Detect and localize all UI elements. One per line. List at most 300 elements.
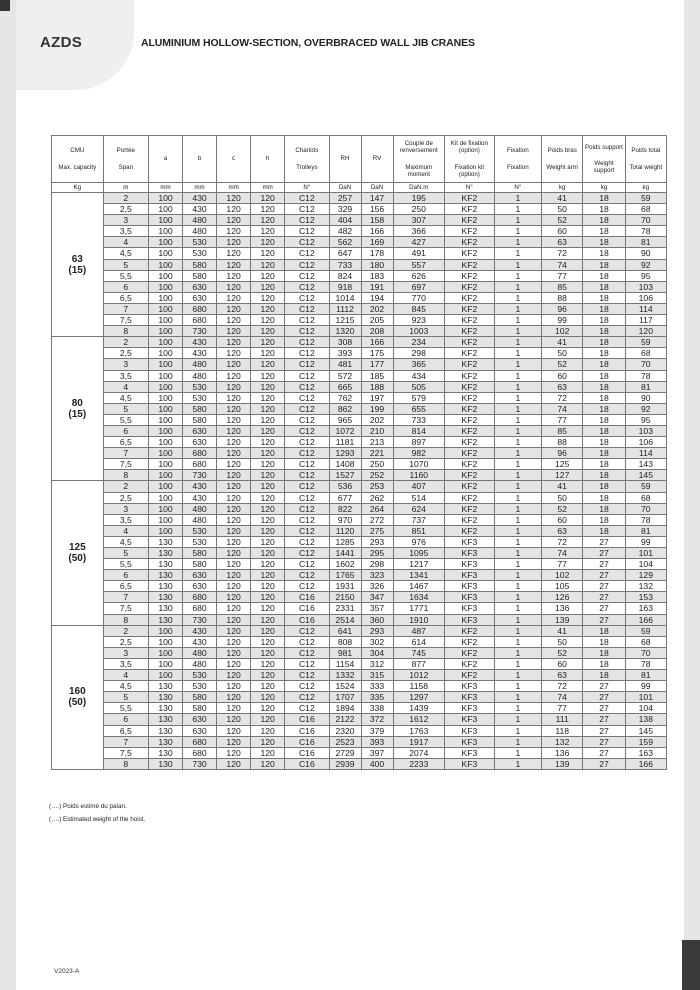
table-cell: 808 — [329, 636, 361, 647]
table-cell: 120 — [251, 459, 285, 470]
table-cell: 81 — [625, 381, 666, 392]
table-cell: 120 — [251, 326, 285, 337]
table-cell: 18 — [583, 248, 625, 259]
column-unit: m — [103, 183, 148, 193]
table-cell: 120 — [217, 514, 251, 525]
column-header — [393, 136, 445, 183]
table-row — [52, 448, 667, 459]
column-header-fr: Chariots — [295, 147, 319, 155]
table-cell: 120 — [251, 670, 285, 681]
table-cell: 120 — [217, 647, 251, 658]
table-row — [52, 403, 667, 414]
table-cell: 1 — [494, 703, 541, 714]
table-cell: 120 — [217, 703, 251, 714]
table-cell: 580 — [183, 259, 217, 270]
table-cell: 1 — [494, 370, 541, 381]
table-cell: C12 — [285, 237, 329, 248]
table-row — [52, 481, 667, 492]
table-cell: KF2 — [445, 292, 495, 303]
table-cell: 99 — [625, 536, 666, 547]
table-cell: KF3 — [445, 559, 495, 570]
table-cell: 59 — [625, 481, 666, 492]
table-cell: 18 — [583, 470, 625, 481]
table-cell: 1 — [494, 381, 541, 392]
table-cell: 102 — [542, 326, 583, 337]
table-cell: 505 — [393, 381, 445, 392]
table-cell: 95 — [625, 270, 666, 281]
table-cell: 18 — [583, 625, 625, 636]
table-cell: 1320 — [329, 326, 361, 337]
table-cell: C16 — [285, 725, 329, 736]
table-cell: KF2 — [445, 481, 495, 492]
table-cell: 1072 — [329, 425, 361, 436]
table-cell: 733 — [393, 414, 445, 425]
table-cell: 130 — [148, 736, 182, 747]
table-cell: 6 — [103, 714, 148, 725]
table-cell: KF2 — [445, 459, 495, 470]
table-cell: 970 — [329, 514, 361, 525]
table-cell: 120 — [251, 392, 285, 403]
table-cell: 120 — [217, 370, 251, 381]
table-cell: 1634 — [393, 592, 445, 603]
table-cell: 530 — [183, 681, 217, 692]
table-cell: 74 — [542, 259, 583, 270]
table-cell: 487 — [393, 625, 445, 636]
table-cell: KF2 — [445, 348, 495, 359]
table-cell: 1 — [494, 625, 541, 636]
table-cell: 307 — [393, 215, 445, 226]
table-cell: 100 — [148, 204, 182, 215]
table-cell: 118 — [542, 725, 583, 736]
table-cell: 530 — [183, 536, 217, 547]
table-cell: 1158 — [393, 681, 445, 692]
column-unit: mm — [148, 183, 182, 193]
table-row — [52, 193, 667, 204]
table-cell: 120 — [217, 215, 251, 226]
table-cell: KF3 — [445, 581, 495, 592]
table-cell: 335 — [361, 692, 393, 703]
table-cell: 3 — [103, 503, 148, 514]
table-cell: 125 — [542, 459, 583, 470]
table-row — [52, 303, 667, 314]
capacity-cell — [52, 625, 104, 769]
column-header — [583, 136, 625, 183]
table-cell: 130 — [148, 747, 182, 758]
table-cell: 100 — [148, 625, 182, 636]
table-cell: 4 — [103, 381, 148, 392]
table-cell: 120 — [251, 614, 285, 625]
table-cell: 199 — [361, 403, 393, 414]
table-row — [52, 514, 667, 525]
table-cell: 6,5 — [103, 725, 148, 736]
table-cell: 120 — [217, 592, 251, 603]
table-cell: 1524 — [329, 681, 361, 692]
table-cell: C12 — [285, 326, 329, 337]
table-cell: 136 — [542, 603, 583, 614]
table-cell: 100 — [148, 359, 182, 370]
column-unit: kg — [625, 183, 666, 193]
table-cell: KF2 — [445, 359, 495, 370]
table-cell: KF3 — [445, 592, 495, 603]
table-cell: 120 — [217, 714, 251, 725]
table-cell: 120 — [217, 348, 251, 359]
table-cell: 1 — [494, 670, 541, 681]
table-cell: 1 — [494, 237, 541, 248]
table-cell: 2074 — [393, 747, 445, 758]
table-cell: C12 — [285, 692, 329, 703]
table-cell: 130 — [148, 548, 182, 559]
table-cell: 18 — [583, 303, 625, 314]
table-cell: 202 — [361, 414, 393, 425]
table-cell: 1 — [494, 215, 541, 226]
table-row — [52, 525, 667, 536]
column-header-fr: h — [265, 155, 270, 163]
table-cell: 18 — [583, 459, 625, 470]
table-cell: 580 — [183, 548, 217, 559]
table-cell: KF2 — [445, 303, 495, 314]
capacity-value: 125 — [68, 542, 86, 554]
table-cell: 6,5 — [103, 437, 148, 448]
table-cell: 120 — [251, 425, 285, 436]
table-cell: C12 — [285, 647, 329, 658]
table-cell: KF2 — [445, 392, 495, 403]
table-cell: 4 — [103, 237, 148, 248]
table-cell: 100 — [148, 525, 182, 536]
table-cell: KF2 — [445, 625, 495, 636]
table-cell: 580 — [183, 703, 217, 714]
table-row — [52, 337, 667, 348]
table-cell: 92 — [625, 403, 666, 414]
table-cell: C12 — [285, 315, 329, 326]
table-row — [52, 758, 667, 769]
table-cell: 5 — [103, 403, 148, 414]
table-cell: 1 — [494, 681, 541, 692]
table-cell: KF3 — [445, 548, 495, 559]
column-unit: kg — [542, 183, 583, 193]
table-cell: 680 — [183, 315, 217, 326]
table-cell: 59 — [625, 625, 666, 636]
table-cell: 63 — [542, 237, 583, 248]
table-cell: 730 — [183, 470, 217, 481]
table-cell: 120 — [217, 581, 251, 592]
table-cell: 120 — [217, 403, 251, 414]
table-cell: 100 — [148, 303, 182, 314]
table-cell: KF2 — [445, 670, 495, 681]
table-cell: 74 — [542, 692, 583, 703]
column-header-fr: RV — [372, 155, 382, 163]
table-cell: 1 — [494, 392, 541, 403]
table-cell: 202 — [361, 303, 393, 314]
table-cell: 100 — [148, 381, 182, 392]
table-cell: 1181 — [329, 437, 361, 448]
table-cell: 41 — [542, 193, 583, 204]
table-cell: 434 — [393, 370, 445, 381]
table-cell: 195 — [393, 193, 445, 204]
table-cell: 120 — [251, 548, 285, 559]
table-cell: 1894 — [329, 703, 361, 714]
table-cell: 5,5 — [103, 270, 148, 281]
table-cell: 183 — [361, 270, 393, 281]
table-cell: 103 — [625, 281, 666, 292]
table-cell: 120 — [217, 326, 251, 337]
table-cell: 1112 — [329, 303, 361, 314]
table-cell: 18 — [583, 215, 625, 226]
column-header-en: Total weight — [629, 163, 663, 171]
table-cell: 372 — [361, 714, 393, 725]
table-cell: 1012 — [393, 670, 445, 681]
table-cell: 1707 — [329, 692, 361, 703]
table-cell: 88 — [542, 292, 583, 303]
table-cell: 18 — [583, 392, 625, 403]
table-cell: KF2 — [445, 326, 495, 337]
table-cell: 85 — [542, 425, 583, 436]
table-cell: 120 — [217, 381, 251, 392]
table-cell: C12 — [285, 536, 329, 547]
table-cell: 147 — [361, 193, 393, 204]
table-cell: 100 — [148, 448, 182, 459]
table-cell: 178 — [361, 248, 393, 259]
table-cell: 72 — [542, 536, 583, 547]
table-cell: 100 — [148, 647, 182, 658]
table-cell: 78 — [625, 226, 666, 237]
table-cell: 4,5 — [103, 392, 148, 403]
table-cell: 120 — [217, 303, 251, 314]
table-cell: 1 — [494, 658, 541, 669]
table-cell: C12 — [285, 348, 329, 359]
table-cell: 120 — [217, 758, 251, 769]
table-cell: KF3 — [445, 681, 495, 692]
table-cell: 130 — [148, 692, 182, 703]
table-cell: 139 — [542, 758, 583, 769]
table-cell: 127 — [542, 470, 583, 481]
table-row — [52, 292, 667, 303]
table-cell: 41 — [542, 481, 583, 492]
column-unit: mm — [217, 183, 251, 193]
table-cell: 120 — [217, 658, 251, 669]
table-cell: 100 — [148, 437, 182, 448]
table-cell: C12 — [285, 370, 329, 381]
table-cell: 1 — [494, 559, 541, 570]
table-cell: 2320 — [329, 725, 361, 736]
table-cell: 1 — [494, 714, 541, 725]
table-cell: 103 — [625, 425, 666, 436]
table-row — [52, 747, 667, 758]
table-cell: C12 — [285, 625, 329, 636]
table-cell: 18 — [583, 403, 625, 414]
table-cell: 557 — [393, 259, 445, 270]
table-cell: 1771 — [393, 603, 445, 614]
table-cell: 981 — [329, 647, 361, 658]
column-header — [542, 136, 583, 183]
table-cell: 536 — [329, 481, 361, 492]
table-row — [52, 259, 667, 270]
table-row — [52, 592, 667, 603]
table-cell: 630 — [183, 281, 217, 292]
table-cell: 18 — [583, 658, 625, 669]
table-cell: 641 — [329, 625, 361, 636]
table-cell: 7,5 — [103, 315, 148, 326]
table-cell: 120 — [217, 725, 251, 736]
table-cell: 130 — [148, 614, 182, 625]
table-cell: 293 — [361, 536, 393, 547]
table-cell: 366 — [393, 226, 445, 237]
table-cell: 1 — [494, 492, 541, 503]
table-cell: 166 — [361, 226, 393, 237]
table-cell: 100 — [148, 281, 182, 292]
table-cell: 1014 — [329, 292, 361, 303]
table-cell: 120 — [217, 281, 251, 292]
table-cell: 2 — [103, 625, 148, 636]
table-cell: 120 — [217, 204, 251, 215]
table-cell: 68 — [625, 492, 666, 503]
table-cell: 136 — [542, 747, 583, 758]
table-cell: 120 — [251, 237, 285, 248]
capacity-value: 80 — [71, 397, 83, 409]
table-cell: 120 — [251, 736, 285, 747]
table-cell: 1297 — [393, 692, 445, 703]
table-cell: KF2 — [445, 337, 495, 348]
table-cell: 120 — [251, 348, 285, 359]
table-cell: 120 — [217, 425, 251, 436]
table-cell: 132 — [542, 736, 583, 747]
table-cell: 2514 — [329, 614, 361, 625]
table-cell: 430 — [183, 625, 217, 636]
table-cell: 480 — [183, 503, 217, 514]
table-cell: KF3 — [445, 614, 495, 625]
table-cell: 120 — [251, 270, 285, 281]
table-cell: 18 — [583, 425, 625, 436]
column-unit: N° — [445, 183, 495, 193]
table-cell: C12 — [285, 226, 329, 237]
table-cell: 1467 — [393, 581, 445, 592]
table-cell: 1 — [494, 636, 541, 647]
table-cell: 2 — [103, 193, 148, 204]
table-cell: 430 — [183, 636, 217, 647]
table-cell: 130 — [148, 603, 182, 614]
table-row — [52, 703, 667, 714]
table-row — [52, 204, 667, 215]
table-cell: 130 — [148, 714, 182, 725]
table-cell: 1 — [494, 758, 541, 769]
table-cell: 120 — [251, 658, 285, 669]
table-cell: 572 — [329, 370, 361, 381]
table-cell: 338 — [361, 703, 393, 714]
table-cell: 120 — [251, 248, 285, 259]
table-cell: 8 — [103, 614, 148, 625]
table-cell: 104 — [625, 559, 666, 570]
table-cell: C12 — [285, 658, 329, 669]
table-cell: 1 — [494, 459, 541, 470]
table-cell: 120 — [217, 226, 251, 237]
table-cell: 1003 — [393, 326, 445, 337]
table-cell: 120 — [251, 714, 285, 725]
table-cell: 918 — [329, 281, 361, 292]
table-cell: 18 — [583, 193, 625, 204]
header-row — [52, 136, 667, 183]
table-cell: KF2 — [445, 315, 495, 326]
model-code: AZDS — [40, 34, 83, 51]
column-header-en: Weight support — [593, 159, 615, 175]
column-header-en: Trolleys — [296, 163, 318, 171]
table-cell: C12 — [285, 570, 329, 581]
table-cell: 329 — [329, 204, 361, 215]
table-cell: 480 — [183, 215, 217, 226]
table-cell: C12 — [285, 636, 329, 647]
table-cell: 27 — [583, 592, 625, 603]
table-cell: 8 — [103, 326, 148, 337]
table-cell: KF3 — [445, 736, 495, 747]
table-cell: 397 — [361, 747, 393, 758]
table-cell: 1 — [494, 747, 541, 758]
table-cell: 120 — [251, 437, 285, 448]
column-unit: N° — [494, 183, 541, 193]
table-cell: 114 — [625, 303, 666, 314]
table-cell: 120 — [251, 370, 285, 381]
table-cell: 481 — [329, 359, 361, 370]
table-cell: 530 — [183, 670, 217, 681]
table-cell: 480 — [183, 514, 217, 525]
table-cell: 70 — [625, 215, 666, 226]
table-cell: C12 — [285, 414, 329, 425]
table-cell: 5,5 — [103, 414, 148, 425]
table-cell: 18 — [583, 359, 625, 370]
table-cell: 2,5 — [103, 204, 148, 215]
table-cell: 1 — [494, 603, 541, 614]
column-header-fr: Couple de renversement — [399, 140, 438, 155]
table-cell: 104 — [625, 703, 666, 714]
table-row — [52, 281, 667, 292]
table-row — [52, 470, 667, 481]
table-row — [52, 670, 667, 681]
table-cell: KF2 — [445, 370, 495, 381]
table-cell: 7 — [103, 303, 148, 314]
table-cell: 100 — [148, 459, 182, 470]
table-cell: 1217 — [393, 559, 445, 570]
table-cell: 120 — [217, 359, 251, 370]
table-cell: 18 — [583, 514, 625, 525]
table-row — [52, 692, 667, 703]
table-cell: 655 — [393, 403, 445, 414]
table-cell: 85 — [542, 281, 583, 292]
table-cell: 60 — [542, 514, 583, 525]
table-cell: KF2 — [445, 204, 495, 215]
table-cell: 298 — [393, 348, 445, 359]
table-cell: 188 — [361, 381, 393, 392]
table-cell: 139 — [542, 614, 583, 625]
column-unit: DaN — [329, 183, 361, 193]
table-cell: 1120 — [329, 525, 361, 536]
table-cell: 120 — [251, 525, 285, 536]
table-cell: 130 — [148, 703, 182, 714]
column-unit: DaN — [361, 183, 393, 193]
table-cell: 680 — [183, 592, 217, 603]
table-cell: 130 — [148, 758, 182, 769]
table-cell: 253 — [361, 481, 393, 492]
hoist-weight: (15) — [68, 408, 87, 420]
table-cell: 60 — [542, 226, 583, 237]
column-header — [625, 136, 666, 183]
unit-row — [52, 183, 667, 193]
table-cell: 99 — [542, 315, 583, 326]
table-cell: KF2 — [445, 193, 495, 204]
table-cell: 1 — [494, 692, 541, 703]
table-cell: 92 — [625, 259, 666, 270]
table-cell: C12 — [285, 359, 329, 370]
table-cell: 845 — [393, 303, 445, 314]
table-cell: 824 — [329, 270, 361, 281]
table-cell: 120 — [251, 481, 285, 492]
table-cell: KF3 — [445, 570, 495, 581]
